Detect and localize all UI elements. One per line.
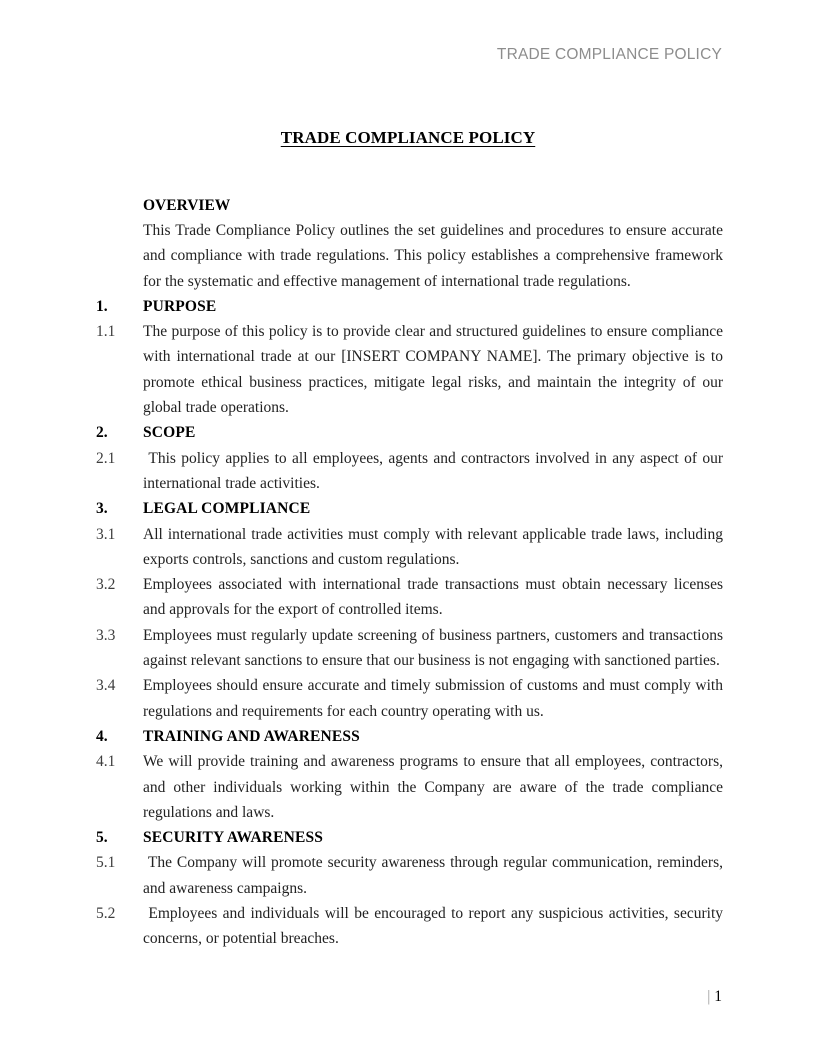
clause-number: 3.2 <box>96 576 116 594</box>
clause-number: 5.2 <box>96 905 116 923</box>
clause-row <box>96 850 727 901</box>
footer-page-number: 1 <box>714 988 722 1005</box>
clause-number: 4.1 <box>96 753 116 771</box>
section-heading-row <box>96 496 723 521</box>
section-number: 5. <box>96 829 108 847</box>
section-heading: SCOPE <box>143 424 196 442</box>
clause-number: 1.1 <box>96 323 116 341</box>
section-heading-row <box>96 724 723 749</box>
section-heading-row <box>96 294 723 319</box>
clause-number: 3.3 <box>96 626 116 644</box>
section-heading-row <box>96 420 723 445</box>
clause-row <box>96 749 727 825</box>
clause-row <box>96 623 727 674</box>
overview-heading: OVERVIEW <box>143 197 231 214</box>
clause-text: This policy applies to all employees, agents and contractors involved in any aspect of our international trade activities. <box>143 449 727 492</box>
sections-container <box>96 294 727 952</box>
clause-text: Employees and individuals will be encouraged to report any suspicious activities, security concerns, or potential breaches. <box>143 905 727 948</box>
page-title <box>0 128 816 148</box>
clause-text: Employees associated with international trade transactions must obtain necessary licenses and approvals for the export of controlled items. <box>143 576 727 619</box>
clause-number: 3.1 <box>96 525 116 543</box>
section-number: 2. <box>96 424 108 442</box>
clause-text: Employees should ensure accurate and timely submission of customs and must comply with regulations and requirements for each country operating with us. <box>143 677 727 720</box>
page-title-text: TRADE COMPLIANCE POLICY <box>280 128 536 147</box>
section-heading: LEGAL COMPLIANCE <box>143 500 311 518</box>
overview-paragraph: This Trade Compliance Policy outlines the set guidelines and procedures to ensure accurate and compliance with trade regulations. This policy establishes a comprehensive framework for the systematic and effective management of international trade regulations. <box>143 222 723 290</box>
clause-row <box>96 901 727 952</box>
section-number: 4. <box>96 727 108 745</box>
clause-number: 3.4 <box>96 677 116 695</box>
clause-text: The Company will promote security awareness through regular communication, reminders, and awareness campaigns. <box>143 854 727 897</box>
running-header: TRADE COMPLIANCE POLICY <box>496 46 722 63</box>
clause-text: We will provide training and awareness programs to ensure that all employees, contractors, and other individuals working within the Company are aware of the trade compliance regulations and laws. <box>143 753 727 821</box>
section-heading-row <box>96 825 723 850</box>
clause-number: 2.1 <box>96 449 116 467</box>
document-body <box>96 193 727 952</box>
section-heading: PURPOSE <box>143 297 217 315</box>
clause-text: All international trade activities must comply with relevant applicable trade laws, including exports controls, sanctions and custom regulations. <box>143 525 727 568</box>
clause-row <box>96 572 727 623</box>
clause-row <box>96 319 727 420</box>
clause-text: Employees must regularly update screening of business partners, customers and transactions against relevant sanctions to ensure that our business is not engaging with sanctioned parties. <box>143 626 727 670</box>
clause-number: 5.1 <box>96 854 116 872</box>
clause-row <box>96 673 727 724</box>
section-number: 3. <box>96 500 108 518</box>
clause-row <box>96 446 727 497</box>
section-number: 1. <box>96 297 108 315</box>
footer-separator: | <box>707 988 711 1005</box>
clause-row <box>96 522 727 573</box>
section-heading: TRAINING AND AWARENESS <box>143 727 360 745</box>
page-footer <box>96 988 722 1006</box>
clause-text: The purpose of this policy is to provide clear and structured guidelines to ensure compliance with international trade at our [INSERT COMPANY NAME]. The primary objective is to promote ethical business practices, mitigate legal risks, and maintain the integrity of our global trade operations. <box>143 323 727 417</box>
section-heading: SECURITY AWARENESS <box>143 829 324 847</box>
